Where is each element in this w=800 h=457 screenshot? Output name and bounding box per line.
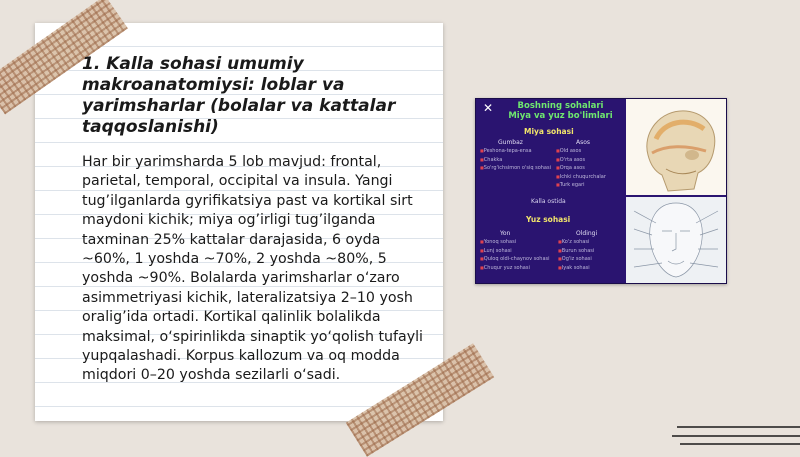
decorative-lines — [672, 420, 800, 450]
list-oldingi — [558, 238, 594, 272]
col-oldingi: Oldingi — [576, 230, 598, 237]
list-item: ■ Peshona-tepa-ensa — [480, 147, 551, 156]
list-item: ■ Iyak sohasi — [558, 264, 594, 273]
col-yon: Yon — [500, 230, 511, 237]
section-miya: Miya sohasi — [524, 127, 574, 136]
close-icon[interactable]: ✕ — [483, 101, 494, 115]
slide-title: 1. Kalla sohasi umumiy makroanatomiysi: loblar va yarimsharlar (bolalar va kattalar taqqoslanishi) — [82, 54, 396, 137]
list-item: ■ So'rg'ichsimon o'siq sohasi — [480, 164, 551, 173]
list-item: ■ Og'iz sohasi — [558, 255, 594, 264]
section-kalla-ostida: Kalla ostida — [531, 198, 566, 205]
list-item: ■ Chuqur yuz sohasi — [480, 264, 550, 273]
list-item: ■ Ichki chuqurchalar — [556, 173, 606, 182]
col-asos: Asos — [576, 139, 591, 146]
list-item: ■ Chakka — [480, 156, 551, 165]
body-text: Har bir yarimsharda 5 lob mavjud: frontal, parietal, temporal, occipital va insula. Yangi tug’ilganlarda gyrifikatsiya past va kortikal sirt maydoni kichik; miya og’irligi tug’ilganda taxminan 25% kattalar darajasida, 6 oyda ~60%, 1 yoshda ~70%, 2 yoshda ~80%, 5 yoshda ~90%. Bolalarda yarimsharlar o‘zaro asimmetriyasi kichik, lateralizatsiya 2–10 yosh oralig’ida ortadi. Kortikal qalinlik bolalikda maksimal, o‘spirinlikda sinaptik yo‘qolish tufayli yupqalashadi. Korpus kallozum va oq modda miqdori 0–20 yoshda sezilarli o‘sadi. — [82, 154, 423, 384]
col-gumbaz: Gumbaz — [498, 139, 523, 146]
list-item: ■ Burun sohasi — [558, 247, 594, 256]
head-illustrations — [626, 99, 726, 283]
section-yuz: Yuz sohasi — [526, 215, 571, 224]
list-item: ■ O'rta asos — [556, 156, 606, 165]
image-title — [498, 101, 623, 121]
list-item: ■ Turk egari — [556, 181, 606, 190]
list-item: ■ Ko'z sohasi — [558, 238, 594, 247]
list-item: ■ Old asos — [556, 147, 606, 156]
list-item: ■ Orqa asos — [556, 164, 606, 173]
list-item: ■ Yonoq sohasi — [480, 238, 550, 247]
image-title-line1: Boshning sohalari — [517, 101, 604, 111]
list-asos — [556, 147, 606, 190]
list-item: ■ Quloq oldi-chaynov sohasi — [480, 255, 550, 264]
slide-image — [475, 98, 727, 284]
image-title-line2: Miya va yuz bo'limlari — [508, 111, 613, 121]
list-item: ■ Lunj sohasi — [480, 247, 550, 256]
list-yon — [480, 238, 550, 272]
list-gumbaz — [480, 147, 551, 173]
